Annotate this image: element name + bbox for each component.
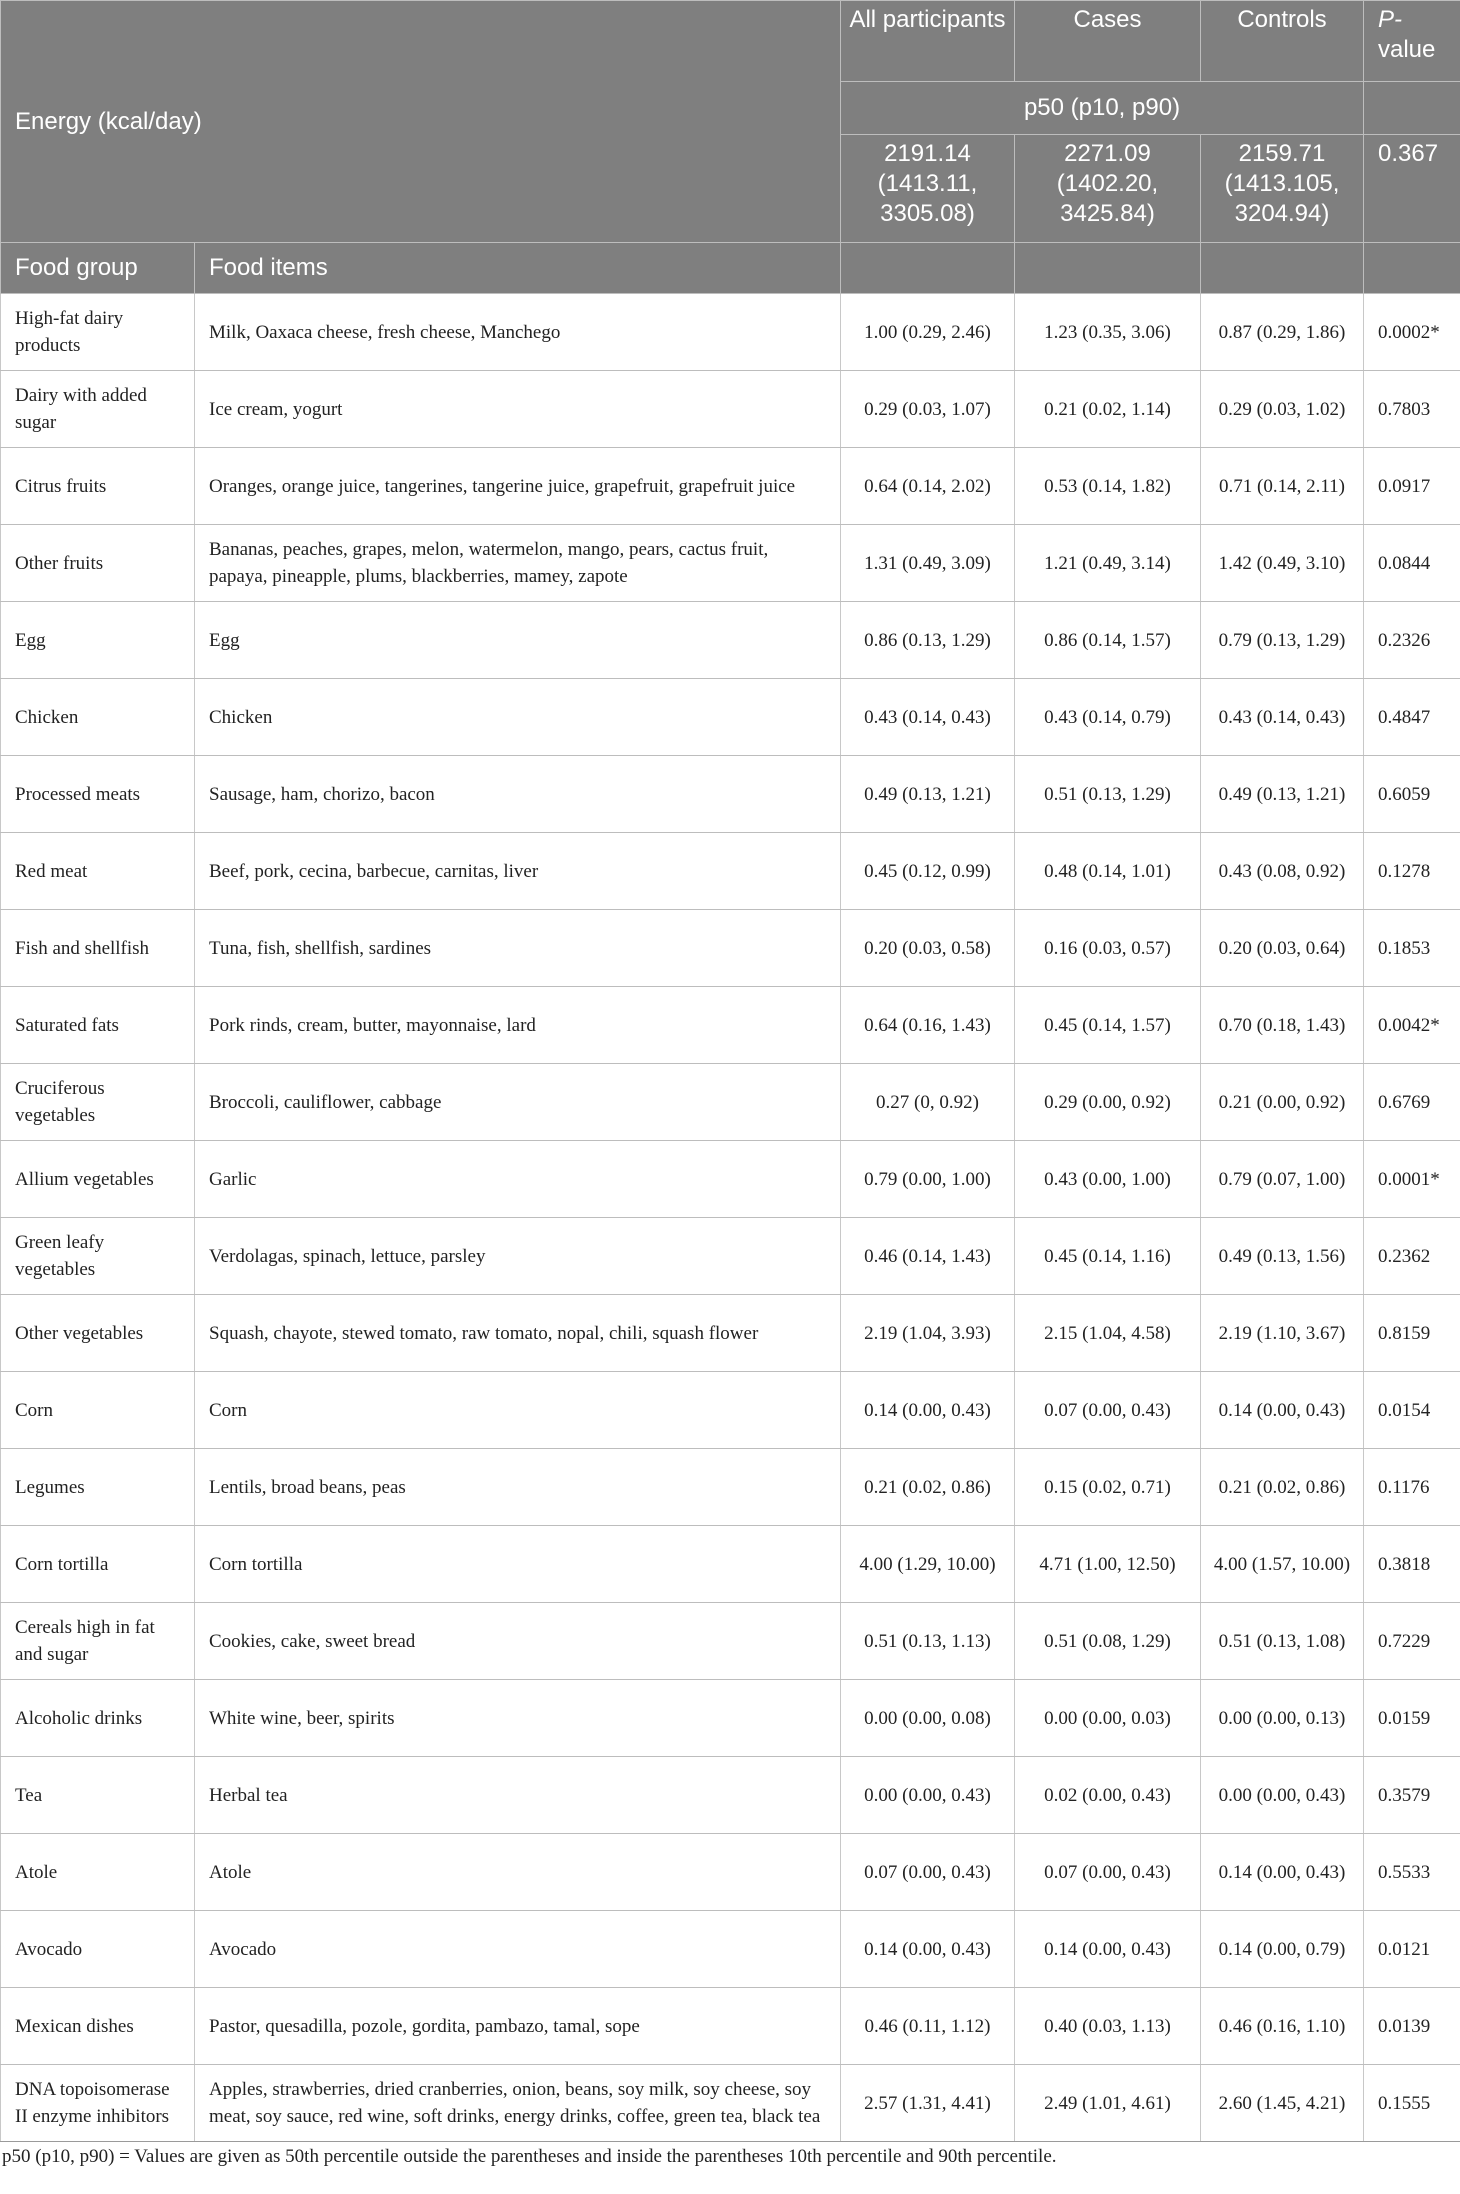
- food-items-cell: Verdolagas, spinach, lettuce, parsley: [195, 1218, 841, 1295]
- p-value-cell: 0.0159: [1364, 1680, 1460, 1757]
- food-items-cell: Apples, strawberries, dried cranberries, onion, beans, soy milk, soy cheese, soy meat, soy sauce, red wine, soft drinks, energy drinks, coffee, green tea, black tea: [195, 2065, 841, 2142]
- controls-cell: 0.00 (0.00, 0.13): [1201, 1680, 1364, 1757]
- p-value-cell: 0.0002*: [1364, 294, 1460, 371]
- table-row: [1, 1064, 1460, 1141]
- cases-cell: 0.16 (0.03, 0.57): [1015, 910, 1201, 987]
- table-row: [1, 679, 1460, 756]
- controls-cell: 2.19 (1.10, 3.67): [1201, 1295, 1364, 1372]
- cases-cell: 0.00 (0.00, 0.03): [1015, 1680, 1201, 1757]
- controls-cell: 0.49 (0.13, 1.56): [1201, 1218, 1364, 1295]
- p-value-cell: 0.7803: [1364, 371, 1460, 448]
- all-participants-cell: 1.00 (0.29, 2.46): [841, 294, 1015, 371]
- p-value-cell: 0.7229: [1364, 1603, 1460, 1680]
- header-p-italic: P-: [1378, 6, 1402, 33]
- controls-cell: 0.29 (0.03, 1.02): [1201, 371, 1364, 448]
- food-group-cell: Saturated fats: [1, 987, 195, 1064]
- table-row: [1, 525, 1460, 602]
- p-value-cell: 0.0001*: [1364, 1141, 1460, 1218]
- p-value-cell: 0.1176: [1364, 1449, 1460, 1526]
- all-participants-cell: 0.51 (0.13, 1.13): [841, 1603, 1015, 1680]
- energy-p-value: 0.367: [1364, 135, 1460, 243]
- food-items-cell: Garlic: [195, 1141, 841, 1218]
- all-participants-cell: 1.31 (0.49, 3.09): [841, 525, 1015, 602]
- table-body: [1, 294, 1460, 2142]
- percentile-subheader: p50 (p10, p90): [841, 82, 1364, 135]
- header-p-value-word: value: [1378, 36, 1436, 63]
- p-value-cell: 0.2362: [1364, 1218, 1460, 1295]
- table-row: [1, 1911, 1460, 1988]
- p-value-cell: 0.8159: [1364, 1295, 1460, 1372]
- p-value-cell: 0.6769: [1364, 1064, 1460, 1141]
- controls-cell: 0.70 (0.18, 1.43): [1201, 987, 1364, 1064]
- food-group-cell: Fish and shellfish: [1, 910, 195, 987]
- all-participants-cell: 0.64 (0.14, 2.02): [841, 448, 1015, 525]
- all-participants-cell: 0.49 (0.13, 1.21): [841, 756, 1015, 833]
- controls-cell: 0.79 (0.13, 1.29): [1201, 602, 1364, 679]
- header-p-value: [1364, 1, 1460, 82]
- food-group-cell: Other fruits: [1, 525, 195, 602]
- p-value-cell: 0.4847: [1364, 679, 1460, 756]
- controls-cell: 2.60 (1.45, 4.21): [1201, 2065, 1364, 2142]
- all-participants-cell: 2.57 (1.31, 4.41): [841, 2065, 1015, 2142]
- food-group-cell: DNA topoisomerase II enzyme inhibitors: [1, 2065, 195, 2142]
- food-group-cell: Legumes: [1, 1449, 195, 1526]
- food-items-cell: Atole: [195, 1834, 841, 1911]
- table-row: [1, 1295, 1460, 1372]
- p-value-cell: 0.3818: [1364, 1526, 1460, 1603]
- header-blank-1: [841, 243, 1015, 294]
- cases-cell: 0.48 (0.14, 1.01): [1015, 833, 1201, 910]
- controls-cell: 0.14 (0.00, 0.79): [1201, 1911, 1364, 1988]
- controls-cell: 0.14 (0.00, 0.43): [1201, 1834, 1364, 1911]
- energy-controls: 2159.71 (1413.105, 3204.94): [1201, 135, 1364, 243]
- header-food-items: Food items: [195, 243, 841, 294]
- food-group-cell: High-fat dairy products: [1, 294, 195, 371]
- cases-cell: 0.21 (0.02, 1.14): [1015, 371, 1201, 448]
- food-group-cell: Corn: [1, 1372, 195, 1449]
- table-header: [1, 1, 1460, 294]
- table-row: [1, 1372, 1460, 1449]
- controls-cell: 0.20 (0.03, 0.64): [1201, 910, 1364, 987]
- all-participants-cell: 0.00 (0.00, 0.43): [841, 1757, 1015, 1834]
- all-participants-cell: 0.45 (0.12, 0.99): [841, 833, 1015, 910]
- controls-cell: 0.00 (0.00, 0.43): [1201, 1757, 1364, 1834]
- energy-cases: 2271.09 (1402.20, 3425.84): [1015, 135, 1201, 243]
- food-group-cell: Corn tortilla: [1, 1526, 195, 1603]
- cases-cell: 0.29 (0.00, 0.92): [1015, 1064, 1201, 1141]
- cases-cell: 0.07 (0.00, 0.43): [1015, 1834, 1201, 1911]
- cases-cell: 0.45 (0.14, 1.16): [1015, 1218, 1201, 1295]
- table-row: [1, 833, 1460, 910]
- food-group-cell: Chicken: [1, 679, 195, 756]
- table-row: [1, 1218, 1460, 1295]
- cases-cell: 1.21 (0.49, 3.14): [1015, 525, 1201, 602]
- energy-label: Energy (kcal/day): [1, 1, 841, 243]
- controls-cell: 0.21 (0.00, 0.92): [1201, 1064, 1364, 1141]
- p-value-cell: 0.0139: [1364, 1988, 1460, 2065]
- food-items-cell: Squash, chayote, stewed tomato, raw tomato, nopal, chili, squash flower: [195, 1295, 841, 1372]
- food-group-cell: Cruciferous vegetables: [1, 1064, 195, 1141]
- food-group-cell: Other vegetables: [1, 1295, 195, 1372]
- p-value-cell: 0.2326: [1364, 602, 1460, 679]
- controls-cell: 0.79 (0.07, 1.00): [1201, 1141, 1364, 1218]
- food-group-cell: Citrus fruits: [1, 448, 195, 525]
- controls-cell: 4.00 (1.57, 10.00): [1201, 1526, 1364, 1603]
- controls-cell: 0.51 (0.13, 1.08): [1201, 1603, 1364, 1680]
- food-items-cell: Corn: [195, 1372, 841, 1449]
- cases-cell: 2.15 (1.04, 4.58): [1015, 1295, 1201, 1372]
- p-value-cell: 0.1555: [1364, 2065, 1460, 2142]
- food-group-cell: Cereals high in fat and sugar: [1, 1603, 195, 1680]
- p-value-cell: 0.0121: [1364, 1911, 1460, 1988]
- table-row: [1, 2065, 1460, 2142]
- cases-cell: 0.14 (0.00, 0.43): [1015, 1911, 1201, 1988]
- all-participants-cell: 4.00 (1.29, 10.00): [841, 1526, 1015, 1603]
- table-row: [1, 987, 1460, 1064]
- all-participants-cell: 0.07 (0.00, 0.43): [841, 1834, 1015, 1911]
- cases-cell: 1.23 (0.35, 3.06): [1015, 294, 1201, 371]
- all-participants-cell: 0.20 (0.03, 0.58): [841, 910, 1015, 987]
- food-items-cell: Cookies, cake, sweet bread: [195, 1603, 841, 1680]
- food-items-cell: White wine, beer, spirits: [195, 1680, 841, 1757]
- food-items-cell: Corn tortilla: [195, 1526, 841, 1603]
- cases-cell: 0.07 (0.00, 0.43): [1015, 1372, 1201, 1449]
- all-participants-cell: 0.00 (0.00, 0.08): [841, 1680, 1015, 1757]
- food-group-cell: Egg: [1, 602, 195, 679]
- all-participants-cell: 0.64 (0.16, 1.43): [841, 987, 1015, 1064]
- controls-cell: 0.43 (0.08, 0.92): [1201, 833, 1364, 910]
- food-group-cell: Mexican dishes: [1, 1988, 195, 2065]
- food-items-cell: Sausage, ham, chorizo, bacon: [195, 756, 841, 833]
- all-participants-cell: 0.14 (0.00, 0.43): [841, 1911, 1015, 1988]
- food-items-cell: Avocado: [195, 1911, 841, 1988]
- p-value-cell: 0.1853: [1364, 910, 1460, 987]
- food-group-cell: Atole: [1, 1834, 195, 1911]
- table-row: [1, 1141, 1460, 1218]
- cases-cell: 0.02 (0.00, 0.43): [1015, 1757, 1201, 1834]
- all-participants-cell: 0.43 (0.14, 0.43): [841, 679, 1015, 756]
- table-row: [1, 910, 1460, 987]
- food-items-cell: Milk, Oaxaca cheese, fresh cheese, Manchego: [195, 294, 841, 371]
- controls-cell: 0.71 (0.14, 2.11): [1201, 448, 1364, 525]
- food-items-cell: Oranges, orange juice, tangerines, tangerine juice, grapefruit, grapefruit juice: [195, 448, 841, 525]
- p-value-cell: 0.5533: [1364, 1834, 1460, 1911]
- all-participants-cell: 0.86 (0.13, 1.29): [841, 602, 1015, 679]
- all-participants-cell: 0.46 (0.11, 1.12): [841, 1988, 1015, 2065]
- table-row: [1, 756, 1460, 833]
- p-value-cell: 0.0844: [1364, 525, 1460, 602]
- food-group-cell: Tea: [1, 1757, 195, 1834]
- p-value-cell: 0.1278: [1364, 833, 1460, 910]
- table-row: [1, 294, 1460, 371]
- table-row: [1, 602, 1460, 679]
- all-participants-cell: 0.46 (0.14, 1.43): [841, 1218, 1015, 1295]
- controls-cell: 0.21 (0.02, 0.86): [1201, 1449, 1364, 1526]
- cases-cell: 0.43 (0.00, 1.00): [1015, 1141, 1201, 1218]
- all-participants-cell: 0.27 (0, 0.92): [841, 1064, 1015, 1141]
- cases-cell: 0.15 (0.02, 0.71): [1015, 1449, 1201, 1526]
- food-items-cell: Lentils, broad beans, peas: [195, 1449, 841, 1526]
- cases-cell: 0.51 (0.13, 1.29): [1015, 756, 1201, 833]
- all-participants-cell: 0.14 (0.00, 0.43): [841, 1372, 1015, 1449]
- p-value-cell: 0.0154: [1364, 1372, 1460, 1449]
- food-group-cell: Red meat: [1, 833, 195, 910]
- energy-all: 2191.14 (1413.11, 3305.08): [841, 135, 1015, 243]
- table-row: [1, 1526, 1460, 1603]
- controls-cell: 0.43 (0.14, 0.43): [1201, 679, 1364, 756]
- p-value-cell: 0.0042*: [1364, 987, 1460, 1064]
- p-value-cell: 0.3579: [1364, 1757, 1460, 1834]
- controls-cell: 0.14 (0.00, 0.43): [1201, 1372, 1364, 1449]
- all-participants-cell: 0.79 (0.00, 1.00): [841, 1141, 1015, 1218]
- controls-cell: 0.49 (0.13, 1.21): [1201, 756, 1364, 833]
- header-blank-4: [1364, 243, 1460, 294]
- cases-cell: 0.53 (0.14, 1.82): [1015, 448, 1201, 525]
- all-participants-cell: 0.21 (0.02, 0.86): [841, 1449, 1015, 1526]
- header-controls: Controls: [1201, 1, 1364, 82]
- cases-cell: 0.40 (0.03, 1.13): [1015, 1988, 1201, 2065]
- cases-cell: 0.43 (0.14, 0.79): [1015, 679, 1201, 756]
- food-group-cell: Alcoholic drinks: [1, 1680, 195, 1757]
- p-value-cell: 0.0917: [1364, 448, 1460, 525]
- table-row: [1, 1988, 1460, 2065]
- cases-cell: 0.51 (0.08, 1.29): [1015, 1603, 1201, 1680]
- controls-cell: 0.87 (0.29, 1.86): [1201, 294, 1364, 371]
- food-items-cell: Bananas, peaches, grapes, melon, watermelon, mango, pears, cactus fruit, papaya, pineapple, plums, blackberries, mamey, zapote: [195, 525, 841, 602]
- all-participants-cell: 0.29 (0.03, 1.07): [841, 371, 1015, 448]
- table-row: [1, 1680, 1460, 1757]
- cases-cell: 2.49 (1.01, 4.61): [1015, 2065, 1201, 2142]
- food-items-cell: Herbal tea: [195, 1757, 841, 1834]
- table-row: [1, 1757, 1460, 1834]
- table-row: [1, 371, 1460, 448]
- all-participants-cell: 2.19 (1.04, 3.93): [841, 1295, 1015, 1372]
- cases-cell: 0.86 (0.14, 1.57): [1015, 602, 1201, 679]
- food-group-cell: Dairy with added sugar: [1, 371, 195, 448]
- cases-cell: 4.71 (1.00, 12.50): [1015, 1526, 1201, 1603]
- food-group-cell: Allium vegetables: [1, 1141, 195, 1218]
- food-items-cell: Pork rinds, cream, butter, mayonnaise, lard: [195, 987, 841, 1064]
- food-items-cell: Pastor, quesadilla, pozole, gordita, pambazo, tamal, sope: [195, 1988, 841, 2065]
- food-items-cell: Broccoli, cauliflower, cabbage: [195, 1064, 841, 1141]
- header-cases: Cases: [1015, 1, 1201, 82]
- header-blank-3: [1201, 243, 1364, 294]
- table-row: [1, 1603, 1460, 1680]
- food-group-cell: Processed meats: [1, 756, 195, 833]
- table-footnote: p50 (p10, p90) = Values are given as 50th percentile outside the parentheses and inside the parentheses 10th percentile and 90th percentile.: [2, 2146, 1057, 2167]
- header-all-participants: All participants: [841, 1, 1015, 82]
- table-row: [1, 448, 1460, 525]
- food-items-cell: Tuna, fish, shellfish, sardines: [195, 910, 841, 987]
- food-items-cell: Ice cream, yogurt: [195, 371, 841, 448]
- food-items-cell: Beef, pork, cecina, barbecue, carnitas, liver: [195, 833, 841, 910]
- table-row: [1, 1834, 1460, 1911]
- p-value-cell: 0.6059: [1364, 756, 1460, 833]
- controls-cell: 0.46 (0.16, 1.10): [1201, 1988, 1364, 2065]
- food-group-cell: Avocado: [1, 1911, 195, 1988]
- food-items-cell: Chicken: [195, 679, 841, 756]
- controls-cell: 1.42 (0.49, 3.10): [1201, 525, 1364, 602]
- header-blank-2: [1015, 243, 1201, 294]
- food-items-cell: Egg: [195, 602, 841, 679]
- table-row: [1, 1449, 1460, 1526]
- cases-cell: 0.45 (0.14, 1.57): [1015, 987, 1201, 1064]
- header-food-group: Food group: [1, 243, 195, 294]
- header-empty-cell: [1364, 82, 1460, 135]
- food-group-cell: Green leafy vegetables: [1, 1218, 195, 1295]
